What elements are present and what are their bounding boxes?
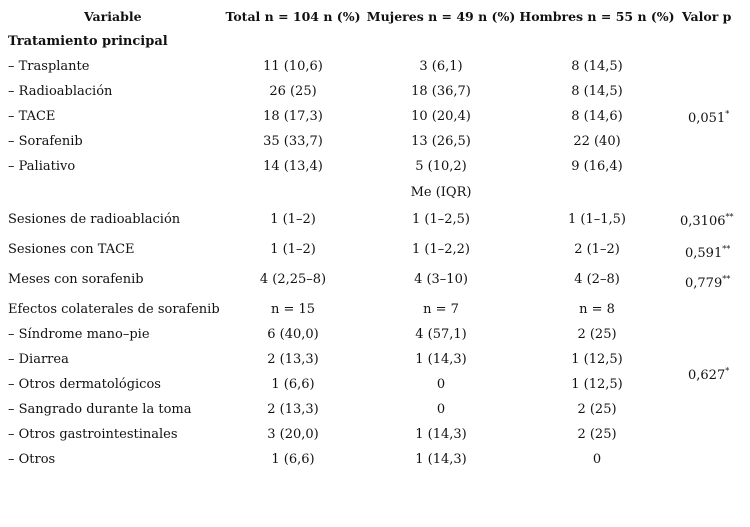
row-label: Meses con sorafenib — [8, 272, 144, 287]
cell-mujeres: 0 — [436, 377, 446, 392]
cell-hombres: 22 (40) — [573, 134, 621, 149]
table-row — [0, 80, 750, 104]
row-label: Efectos colaterales de sorafenib — [8, 302, 220, 317]
cell-hombres: 1 (12,5) — [571, 352, 623, 367]
table-row — [0, 298, 750, 322]
p-value-tace — [685, 246, 730, 262]
header-valor-p: Valor p — [682, 9, 732, 24]
cell-hombres: 9 (16,4) — [571, 159, 623, 174]
row-label: – Diarrea — [8, 352, 69, 367]
cell-mujeres: 4 (3–10) — [414, 272, 468, 287]
cell-mujeres: 3 (6,1) — [419, 59, 463, 74]
p-value-mark: ** — [722, 274, 731, 284]
p-value-mark: ** — [725, 212, 734, 222]
table-row — [0, 268, 750, 292]
p-value-efectos — [688, 368, 729, 384]
table-row — [0, 130, 750, 154]
table-row — [0, 155, 750, 179]
row-label: – Sorafenib — [8, 134, 83, 149]
p-value-tratamiento — [688, 111, 729, 127]
table-row — [0, 348, 750, 372]
table-row — [0, 398, 750, 422]
cell-mujeres: 1 (14,3) — [415, 427, 467, 442]
cell-hombres: 8 (14,5) — [571, 59, 623, 74]
cell-mujeres: 1 (14,3) — [415, 452, 467, 467]
row-label: – Otros — [8, 452, 56, 467]
cell-hombres: 2 (25) — [577, 327, 617, 342]
header-hombres: Hombres n = 55 n (%) — [519, 9, 675, 24]
row-label: – Otros gastrointestinales — [8, 427, 178, 442]
header-variable: Variable — [84, 9, 142, 24]
row-label: – Radioablación — [8, 84, 113, 99]
cell-mujeres: 5 (10,2) — [415, 159, 467, 174]
header-total: Total n = 104 n (%) — [225, 9, 361, 24]
row-label: – Sangrado durante la toma — [8, 402, 192, 417]
cell-mujeres: 1 (1–2,2) — [412, 242, 470, 257]
p-value-text: 0,051 — [688, 111, 726, 126]
cell-mujeres: 18 (36,7) — [411, 84, 471, 99]
cell-total: 6 (40,0) — [267, 327, 319, 342]
section-tratamiento-title — [0, 30, 750, 54]
row-label: – Otros dermatológicos — [8, 377, 161, 392]
p-value-sorafenib — [685, 276, 730, 292]
p-value-mark: * — [725, 366, 730, 376]
cell-total: 26 (25) — [269, 84, 317, 99]
cell-mujeres: 13 (26,5) — [411, 134, 471, 149]
cell-hombres: 2 (1–2) — [574, 242, 620, 257]
cell-total: 4 (2,25–8) — [259, 272, 327, 287]
cell-hombres: 8 (14,5) — [571, 84, 623, 99]
cell-mujeres: 1 (1–2,5) — [412, 212, 470, 227]
table-row — [0, 208, 750, 232]
cell-hombres: 2 (25) — [577, 402, 617, 417]
row-label: – Síndrome mano–pie — [8, 327, 150, 342]
table-row — [0, 373, 750, 397]
cell-total: 18 (17,3) — [263, 109, 323, 124]
row-label: – Trasplante — [8, 59, 90, 74]
p-value-text: 0,779 — [685, 276, 723, 291]
cell-hombres: 1 (1–1,5) — [568, 212, 626, 227]
table-row — [0, 448, 750, 472]
table-row — [0, 105, 750, 129]
table-row — [0, 238, 750, 262]
cell-total: 35 (33,7) — [263, 134, 323, 149]
cell-hombres: 1 (12,5) — [571, 377, 623, 392]
p-value-text: 0,627 — [688, 368, 726, 383]
p-value-radioablacion — [680, 214, 734, 230]
cell-total: 2 (13,3) — [267, 402, 319, 417]
cell-hombres: 4 (2–8) — [574, 272, 620, 287]
cell-total: n = 15 — [270, 302, 316, 317]
table-header — [0, 5, 750, 29]
p-value-mark: ** — [722, 244, 731, 254]
cell-mujeres: 10 (20,4) — [411, 109, 471, 124]
header-mujeres: Mujeres n = 49 n (%) — [366, 9, 516, 24]
cell-mujeres: 4 (57,1) — [415, 327, 467, 342]
p-value-text: 0,3106 — [680, 214, 726, 229]
cell-total: 1 (6,6) — [271, 452, 315, 467]
section-title: Tratamiento principal — [8, 34, 168, 49]
cell-mujeres: n = 7 — [423, 302, 459, 317]
cell-total: 2 (13,3) — [267, 352, 319, 367]
table-row — [0, 55, 750, 79]
table-row — [0, 323, 750, 347]
cell-total: 1 (1–2) — [270, 242, 316, 257]
row-label: Sesiones con TACE — [8, 242, 135, 257]
cell-total: 11 (10,6) — [263, 59, 323, 74]
row-label: – Paliativo — [8, 159, 76, 174]
cell-total: 3 (20,0) — [267, 427, 319, 442]
cell-total: 14 (13,4) — [263, 159, 323, 174]
row-label: – TACE — [8, 109, 56, 124]
cell-total: 1 (1–2) — [270, 212, 316, 227]
cell-mujeres: 1 (14,3) — [415, 352, 467, 367]
p-value-text: 0,591 — [685, 246, 723, 261]
cell-hombres: 2 (25) — [577, 427, 617, 442]
p-value-mark: * — [725, 109, 730, 119]
cell-hombres: 8 (14,6) — [571, 109, 623, 124]
cell-hombres: 0 — [592, 452, 602, 467]
cell-hombres: n = 8 — [579, 302, 615, 317]
table-row — [0, 423, 750, 447]
me-iqr-label: Me (IQR) — [410, 185, 472, 200]
cell-mujeres: 0 — [436, 402, 446, 417]
cell-total: 1 (6,6) — [271, 377, 315, 392]
row-label: Sesiones de radioablación — [8, 212, 181, 227]
